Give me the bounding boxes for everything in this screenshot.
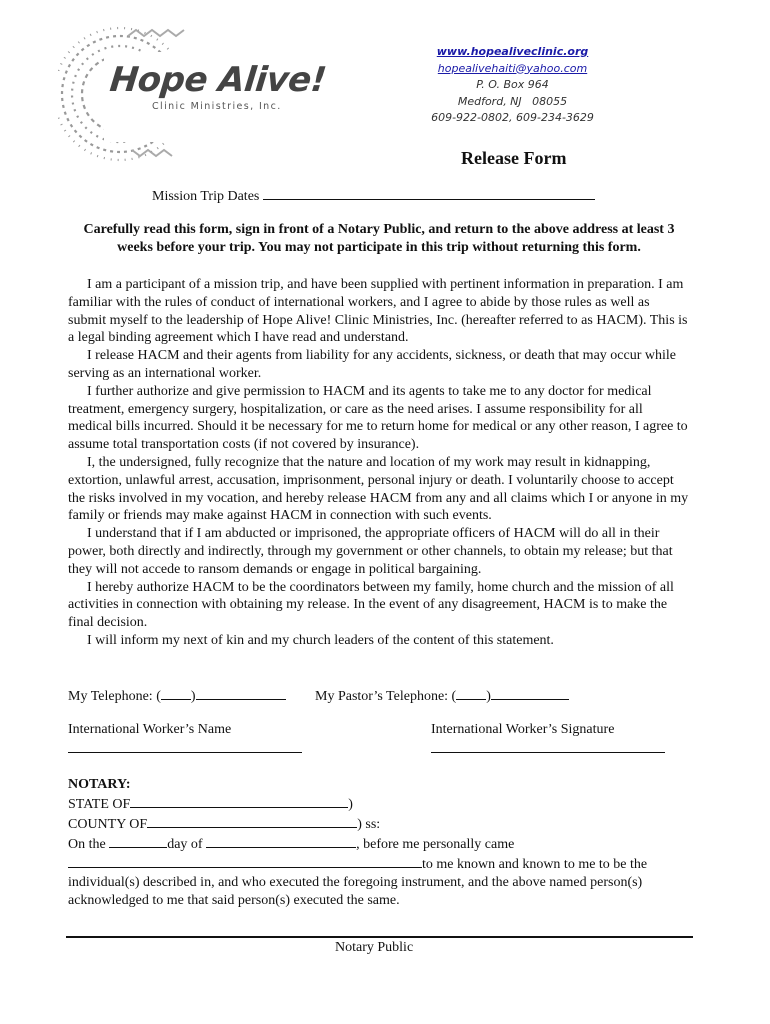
county-of-label: COUNTY OF [68,817,148,832]
state-field[interactable] [130,794,348,808]
website-link[interactable]: www.hopealiveclinic.org [436,45,589,58]
my-telephone-label: My Telephone: ( [68,689,161,704]
notary-heading: NOTARY: [68,777,131,792]
my-telephone-area-field[interactable] [161,686,191,700]
known-label: to me known and known to me to be the [422,857,648,872]
pastor-telephone [315,686,569,705]
my-telephone [68,686,286,705]
worker-name-label: International Worker’s Name [68,722,232,737]
notary-statement: individual(s) described in, and who executed the foregoing instrument, and the above named person(s) acknowledged to me that said person(s) executed the same. [68,875,643,908]
paragraph: I understand that if I am abducted or imprisoned, the appropriate officers of HACM will do all in their power, both directly and indirectly, through my government or other channels, to obtain my release; but that they will not accede to ransom demands or engage in political bargaining. [68,526,673,577]
ss-label: ) ss: [357,817,381,832]
email-link[interactable]: hopealivehaiti@yahoo.com [437,61,588,75]
person-line [68,854,690,874]
person-name-field[interactable] [68,854,422,868]
county-field[interactable] [147,814,357,828]
close-paren: ) [190,689,196,704]
page-title: Release Form [461,148,567,168]
pastor-telephone-area-field[interactable] [456,686,486,700]
release-statement [68,276,690,650]
logo-name: Hope Alive! [107,60,329,100]
phone-numbers: 609-922-0802, 609-234-3629 [431,111,594,124]
county-line [68,814,690,834]
day-field[interactable] [109,834,167,848]
worker-name-field[interactable] [68,752,302,753]
mission-trip-dates-field[interactable] [263,186,595,200]
notary-section [68,776,690,910]
notary-signature-line[interactable] [66,936,693,938]
month-year-field[interactable] [206,834,356,848]
state-of-label: STATE OF [68,797,131,812]
day-of-label: day of [167,837,203,852]
my-telephone-number-field[interactable] [196,686,286,700]
pastor-telephone-label: My Pastor’s Telephone: ( [315,689,457,704]
close-paren: ) [486,689,491,704]
mission-trip-dates [152,186,595,205]
paragraph: I further authorize and give permission to HACM and its agents to take me to any doctor for medical treatment, emergency surgery, hospitalization, or care as the need arises. I assume responsibility for all medical bills incurred. Should it be necessary for me to return home for medical or any other reason, I agree to assume total transportation costs (if not covered by insurance). [68,383,688,453]
worker-signature-label: International Worker’s Signature [431,722,615,737]
logo-subtitle: Clinic Ministries, Inc. [152,101,282,112]
before-me-label: , before me personally came [356,837,515,852]
notary-public-label: Notary Public [335,940,414,955]
date-line [68,834,690,854]
paragraph: I hereby authorize HACM to be the coordinators between my family, home church and the mission of all activities in connection with obtaining my release. In the event of any disagreement, HACM is to make the final decision. [68,579,674,631]
paragraph: I release HACM and their agents from liability for any accidents, sickness, or death that may occur while serving as an international worker. [68,348,676,381]
paragraph: I will inform my next of kin and my church leaders of the content of this statement. [87,632,554,648]
worker-signature-field[interactable] [431,752,665,753]
instructions: Carefully read this form, sign in front of a Notary Public, and return to the above address at least 3 weeks before your trip. You may not participate in this trip without returning this form. [83,222,675,255]
state-line [68,794,690,814]
close-paren: ) [348,797,353,812]
paragraph: I am a participant of a mission trip, and have been supplied with pertinent information in preparation. I am familiar with the rules of conduct of international workers, and I agree to abide by those rules as well as submit myself to the leadership of Hope Alive! Clinic Ministries, Inc. (hereafter referred to as HACM). This is a legal binding agreement which I have read and understand. [68,277,688,346]
po-box: P. O. Box 964 [476,78,549,91]
pastor-telephone-number-field[interactable] [491,686,569,700]
city-address: Medford, NJ 08055 [457,94,568,108]
contact-block [410,44,615,127]
on-the-label: On the [68,837,106,852]
mission-trip-dates-label: Mission Trip Dates [152,189,260,204]
paragraph: I, the undersigned, fully recognize that the nature and location of my work may result in kidnapping, extortion, unlawful arrest, accusation, imprisonment, personal injury or death. I voluntarily choose to accept the risks involved in my vocation, and hereby release HACM from any and all claims which I or anyone in my family or friends may make against HACM in connection with such events. [68,454,689,524]
